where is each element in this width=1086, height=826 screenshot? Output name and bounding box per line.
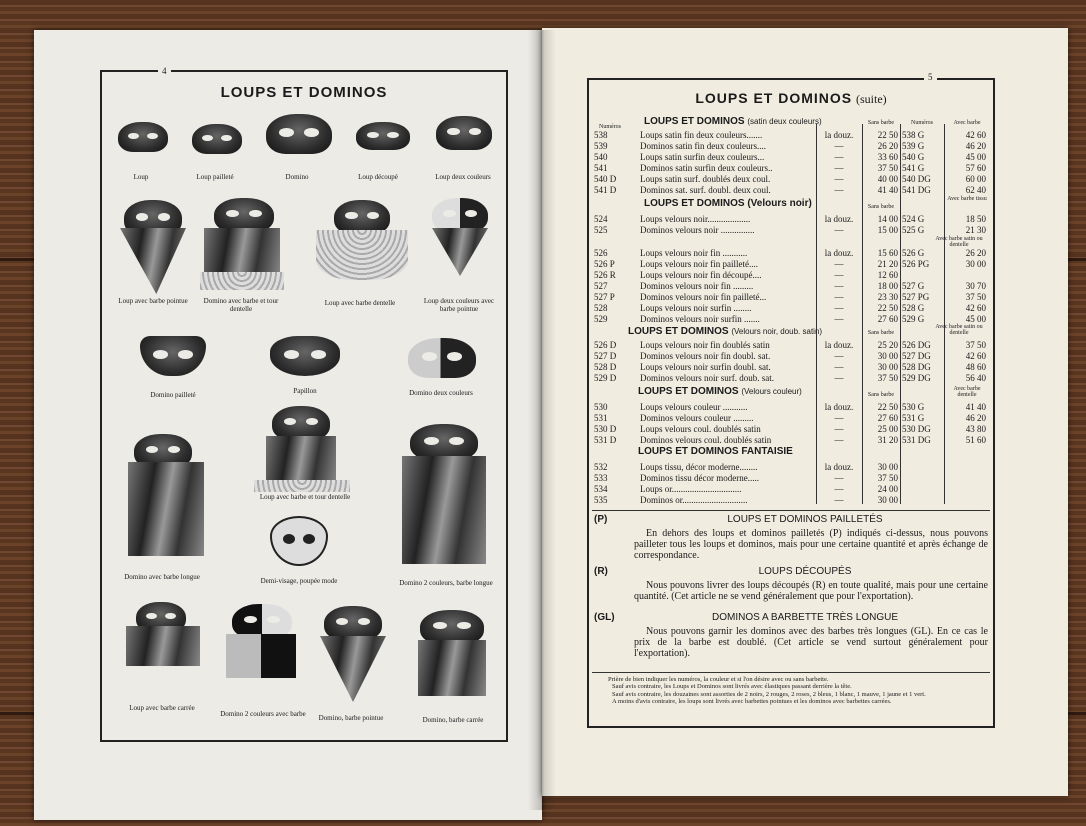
table-cell: 22 50 [877, 303, 898, 313]
section-subtitle: (satin deux couleurs) [747, 117, 822, 126]
table-cell: Loups velours coul. doublés satin [640, 424, 761, 434]
table-cell: 45 00 [965, 152, 986, 162]
caption: Domino 2 couleurs, barbe longue [399, 579, 493, 587]
mask-domino-image [266, 114, 332, 154]
table-cell: 526 DG [902, 340, 931, 350]
table-cell: — [834, 185, 844, 195]
note-text: Nous pouvons garnir les dominos avec des barbes très longues (GL). En ce cas le prix de la barbe est doublé. (Cet article se vend surtout généralement pour l'exportation). [634, 626, 988, 659]
table-cell: 539 [594, 141, 608, 151]
table-cell: 30 00 [965, 259, 986, 269]
table-cell: 532 [594, 462, 608, 472]
mask-image [420, 610, 484, 644]
section-title-text: LOUPS ET DOMINOS [644, 116, 745, 127]
fine-print-line: Sauf avis contraire, les douzaines sont assorties de 2 noirs, 2 rouges, 2 roses, 2 bleus, 1 blanc, 1 mauve, 1 jaune et 1 vert. [612, 690, 926, 698]
caption: Loup avec barbe carrée [129, 704, 195, 712]
table-cell: la douz. [824, 248, 854, 258]
table-cell: 30 70 [965, 281, 986, 291]
caption: Loup deux couleurs avec barbe pointue [423, 297, 495, 313]
table-cell: 18 00 [877, 281, 898, 291]
mask-image [408, 338, 476, 378]
table-cell: 541 [594, 163, 608, 173]
table-cell: 60 00 [965, 174, 986, 184]
table-cell: 40 00 [877, 174, 898, 184]
table-cell: 538 G [902, 130, 925, 140]
table-cell: 22 50 [877, 402, 898, 412]
table-cell: 33 60 [877, 152, 898, 162]
section-title [644, 198, 812, 209]
table-cell: 27 60 [877, 314, 898, 324]
table-cell: 46 20 [965, 413, 986, 423]
table-cell: 41 40 [877, 185, 898, 195]
table-cell: 528 G [902, 303, 925, 313]
note-title: LOUPS DÉCOUPÉS [758, 566, 852, 577]
table-cell: 541 G [902, 163, 925, 173]
table-cell: 539 G [902, 141, 925, 151]
table-cell: Loups velours noir fin pailleté.... [640, 259, 758, 269]
table-cell: Loups velours noir fin doublés satin [640, 340, 770, 350]
book-gutter-shadow [528, 30, 556, 810]
table-cell: 531 DG [902, 435, 931, 445]
col-header: Avec barbe satin ou dentelle [935, 236, 983, 248]
table-cell: Dominos velours noir surf. doub. sat. [640, 373, 774, 383]
lace-image [254, 480, 350, 492]
table-cell: 18 50 [965, 214, 986, 224]
table-cell: 527 DG [902, 351, 931, 361]
table-cell: 42 60 [965, 351, 986, 361]
fine-print-rule [592, 672, 990, 673]
table-cell: Loups satin fin deux couleurs....... [640, 130, 763, 140]
table-cell: — [834, 473, 844, 483]
table-cell: Dominos sat. surf. doubl. deux coul. [640, 185, 771, 195]
lace-image [200, 272, 284, 290]
table-cell: 30 00 [877, 495, 898, 505]
table-cell: 37 50 [877, 163, 898, 173]
caption: Loup deux couleurs [435, 173, 491, 181]
caption: Loup avec barbe dentelle [324, 299, 396, 307]
column-rule [900, 124, 901, 504]
section-title-text: LOUPS ET DOMINOS FANTAISIE [638, 446, 793, 457]
caption: Loup avec barbe et tour dentelle [259, 493, 351, 501]
table-cell: la douz. [824, 340, 854, 350]
table-cell: Dominos tissu décor moderne..... [640, 473, 759, 483]
table-cell: 15 60 [877, 248, 898, 258]
table-cell: — [834, 435, 844, 445]
col-header: Avec barbe tissu [947, 196, 987, 202]
section-subtitle: (Velours noir, doub. satin) [731, 327, 823, 336]
col-header: Sans barbe [867, 392, 895, 398]
col-header: Sans barbe [867, 330, 895, 336]
mask-loup-decoupe-image [356, 122, 410, 150]
table-cell: Dominos velours noir fin pailleté... [640, 292, 767, 302]
veil-image [226, 634, 296, 678]
table-cell: la douz. [824, 402, 854, 412]
table-cell: 25 20 [877, 340, 898, 350]
table-cell: Dominos satin surfin deux couleurs.. [640, 163, 773, 173]
caption: Domino 2 couleurs avec barbe [220, 710, 306, 718]
lace-image [316, 230, 408, 280]
table-cell: 23 30 [877, 292, 898, 302]
table-cell: Loups satin surf. doublés deux coul. [640, 174, 771, 184]
table-cell: 531 G [902, 413, 925, 423]
table-cell: Loups velours noir surfin doubl. sat. [640, 362, 771, 372]
caption: Domino, barbe carrée [422, 716, 484, 724]
table-cell: — [834, 303, 844, 313]
table-cell: Dominos or............................. [640, 495, 748, 505]
table-cell: 526 [594, 248, 608, 258]
table-cell: — [834, 424, 844, 434]
right-page-title [587, 90, 995, 107]
table-cell: — [834, 292, 844, 302]
table-cell: 540 DG [902, 174, 931, 184]
mask-loup-image [118, 122, 168, 152]
table-cell: 530 G [902, 402, 925, 412]
fine-print-line: Sauf avis contraire, les Loups et Dominos sont livrés avec élastiques passant derrière la tête. [612, 683, 852, 691]
table-cell: 46 20 [965, 141, 986, 151]
table-cell: 15 00 [877, 225, 898, 235]
table-cell: 538 [594, 130, 608, 140]
note-text: En dehors des loups et dominos pailletés (P) indiqués ci-dessus, nous pouvons pailleter tous les loups et dominos, mais pour une certaine quantité et après échange de correspondance. [634, 528, 988, 561]
table-cell: 30 00 [877, 362, 898, 372]
table-cell: 30 00 [877, 462, 898, 472]
note-code: (R) [594, 566, 608, 577]
note-code: (P) [594, 514, 608, 525]
table-cell: Loups tissu, décor moderne........ [640, 462, 758, 472]
table-bottom-rule [592, 510, 990, 511]
table-cell: — [834, 351, 844, 361]
table-cell: 534 [594, 484, 608, 494]
section-title [638, 446, 793, 457]
table-cell: 26 20 [965, 248, 986, 258]
caption: Demi-visage, poupée mode [260, 577, 338, 585]
table-cell: — [834, 174, 844, 184]
col-header-numeros: Numéros [599, 124, 621, 130]
table-cell: 43 80 [965, 424, 986, 434]
table-cell: Dominos velours noir surfin ....... [640, 314, 760, 324]
title-text: LOUPS ET DOMINOS [695, 90, 853, 106]
section-subtitle: (Velours couleur) [741, 387, 802, 396]
table-cell: Loups satin surfin deux couleurs... [640, 152, 765, 162]
table-cell: Dominos satin fin deux couleurs.... [640, 141, 766, 151]
table-cell: Dominos velours coul. doublés satin [640, 435, 772, 445]
table-cell: — [834, 413, 844, 423]
section-title-text: LOUPS ET DOMINOS [644, 198, 745, 209]
col-header: Sans barbe [867, 204, 895, 210]
right-page-number: 5 [924, 72, 937, 82]
table-cell: Loups or............................... [640, 484, 742, 494]
caption: Domino avec barbe longue [124, 573, 200, 581]
table-cell: 57 60 [965, 163, 986, 173]
mask-loup-paillete-image [192, 124, 242, 154]
table-cell: 27 60 [877, 413, 898, 423]
table-cell: 528 DG [902, 362, 931, 372]
table-cell: 42 60 [965, 130, 986, 140]
caption: Domino, barbe pointue [318, 714, 384, 722]
table-cell: 31 20 [877, 435, 898, 445]
table-cell: 531 D [594, 435, 617, 445]
table-cell: 30 00 [877, 351, 898, 361]
table-cell: 525 [594, 225, 608, 235]
col-header: Numéros [911, 120, 933, 126]
fine-print-line: A moins d'avis contraire, les loups sont livrés avec barbettes pointues et les dominos avec barbettes carrées. [612, 698, 892, 706]
table-cell: — [834, 484, 844, 494]
table-cell: 529 G [902, 314, 925, 324]
table-cell: 527 PG [902, 292, 930, 302]
table-cell: 22 50 [877, 130, 898, 140]
table-cell: Loups velours couleur ........... [640, 402, 748, 412]
table-cell: 48 60 [965, 362, 986, 372]
table-cell: 541 D [594, 185, 617, 195]
veil-image [128, 462, 204, 556]
table-cell: 14 00 [877, 214, 898, 224]
mask-image [432, 198, 488, 232]
table-cell: Dominos velours couleur ......... [640, 413, 754, 423]
butterfly-mask-image [270, 336, 340, 376]
veil-image [402, 456, 486, 564]
table-cell: Loups velours noir fin ........... [640, 248, 748, 258]
table-cell: 527 G [902, 281, 925, 291]
table-cell: — [834, 314, 844, 324]
table-cell: — [834, 141, 844, 151]
table-cell: 26 20 [877, 141, 898, 151]
table-cell: 541 DG [902, 185, 931, 195]
left-page-number: 4 [158, 66, 171, 76]
section-title [638, 386, 802, 397]
table-cell: 528 [594, 303, 608, 313]
table-cell: 56 40 [965, 373, 986, 383]
table-cell: la douz. [824, 130, 854, 140]
table-cell: 530 DG [902, 424, 931, 434]
table-cell: 526 D [594, 340, 617, 350]
table-cell: 529 D [594, 373, 617, 383]
mask-loup-deux-couleurs-image [436, 116, 492, 150]
table-cell: 45 00 [965, 314, 986, 324]
col-header: Avec barbe [953, 120, 981, 126]
veil-image [266, 436, 336, 486]
fine-print-line: Prière de bien indiquer les numéros, la couleur et si l'on désire avec ou sans barbette. [608, 676, 829, 683]
veil-image [126, 626, 200, 666]
table-cell: 51 60 [965, 435, 986, 445]
column-rule [862, 124, 863, 504]
section-title [644, 116, 822, 127]
left-page-title: LOUPS ET DOMINOS [220, 84, 388, 101]
table-cell: 21 30 [965, 225, 986, 235]
caption: Domino avec barbe et tour dentelle [203, 297, 279, 313]
table-cell: 528 D [594, 362, 617, 372]
table-cell: — [834, 163, 844, 173]
table-cell: 527 D [594, 351, 617, 361]
table-cell: Loups velours noir................... [640, 214, 751, 224]
table-cell: — [834, 495, 844, 505]
table-cell: 21 20 [877, 259, 898, 269]
caption: Domino [285, 173, 309, 181]
caption: Papillon [293, 387, 317, 395]
note-title: DOMINOS A BARBETTE TRÈS LONGUE [712, 612, 898, 623]
table-cell: — [834, 225, 844, 235]
col-header: Avec barbe dentelle [953, 386, 981, 398]
fine-print [592, 676, 992, 706]
mask-image [410, 424, 478, 460]
table-cell: — [834, 259, 844, 269]
table-cell: 526 P [594, 259, 615, 269]
veil-image [204, 228, 280, 278]
table-cell: Dominos velours noir ............... [640, 225, 755, 235]
table-cell: 533 [594, 473, 608, 483]
section-title [628, 326, 822, 337]
table-cell: 524 [594, 214, 608, 224]
caption: Loup découpé [358, 173, 398, 181]
table-cell: 540 G [902, 152, 925, 162]
mask-image [324, 606, 382, 640]
mask-image [214, 198, 274, 232]
caption: Domino pailleté [150, 391, 196, 399]
table-cell: 25 00 [877, 424, 898, 434]
col-header: Sans barbe [867, 120, 895, 126]
mask-image [334, 200, 390, 234]
mask-image [232, 604, 292, 638]
table-cell: la douz. [824, 214, 854, 224]
table-cell: 531 [594, 413, 608, 423]
table-cell: Loups velours noir fin découpé.... [640, 270, 762, 280]
table-cell: — [834, 373, 844, 383]
caption: Loup avec barbe pointue [118, 297, 188, 305]
table-cell: 525 G [902, 225, 925, 235]
table-cell: 527 [594, 281, 608, 291]
title-suffix: (suite) [856, 92, 887, 106]
table-cell: 37 50 [965, 292, 986, 302]
table-cell: 530 [594, 402, 608, 412]
caption: Loup [133, 173, 149, 181]
table-cell: 529 [594, 314, 608, 324]
table-cell: la douz. [824, 462, 854, 472]
note-text: Nous pouvons livrer des loups découpés (R) en toute qualité, mais pour une certaine quantité. (Cet article ne se vend généralement que pour l'exportation). [634, 580, 988, 602]
table-cell: 526 PG [902, 259, 930, 269]
table-cell: — [834, 281, 844, 291]
table-cell: 37 50 [877, 473, 898, 483]
table-cell: — [834, 270, 844, 280]
caption: Loup pailleté [196, 173, 234, 181]
note-title: LOUPS ET DOMINOS PAILLETÉS [727, 514, 883, 525]
section-subtitle: (Velours noir) [747, 198, 812, 209]
table-cell: 37 50 [965, 340, 986, 350]
section-title-text: LOUPS ET DOMINOS [628, 326, 729, 337]
table-cell: 41 40 [965, 402, 986, 412]
table-cell: — [834, 362, 844, 372]
table-cell: 12 60 [877, 270, 898, 280]
table-cell: 540 [594, 152, 608, 162]
column-rule [944, 124, 945, 504]
table-cell: — [834, 152, 844, 162]
table-cell: Dominos velours noir fin doubl. sat. [640, 351, 771, 361]
table-cell: 535 [594, 495, 608, 505]
col-header: Avec barbe satin ou dentelle [935, 324, 983, 336]
mask-image [272, 406, 330, 440]
table-cell: 530 D [594, 424, 617, 434]
table-cell: 527 P [594, 292, 615, 302]
table-cell: 526 G [902, 248, 925, 258]
table-cell: 24 00 [877, 484, 898, 494]
table-cell: 540 D [594, 174, 617, 184]
table-cell: 42 60 [965, 303, 986, 313]
table-cell: Loups velours noir surfin ........ [640, 303, 752, 313]
veil-image [418, 640, 486, 696]
table-cell: 62 40 [965, 185, 986, 195]
table-cell: 524 G [902, 214, 925, 224]
note-code: (GL) [594, 612, 615, 623]
table-cell: 526 R [594, 270, 616, 280]
section-title-text: LOUPS ET DOMINOS [638, 386, 739, 397]
table-cell: Dominos velours noir fin ......... [640, 281, 754, 291]
caption: Domino deux couleurs [409, 389, 473, 397]
table-cell: 529 DG [902, 373, 931, 383]
table-cell: 37 50 [877, 373, 898, 383]
